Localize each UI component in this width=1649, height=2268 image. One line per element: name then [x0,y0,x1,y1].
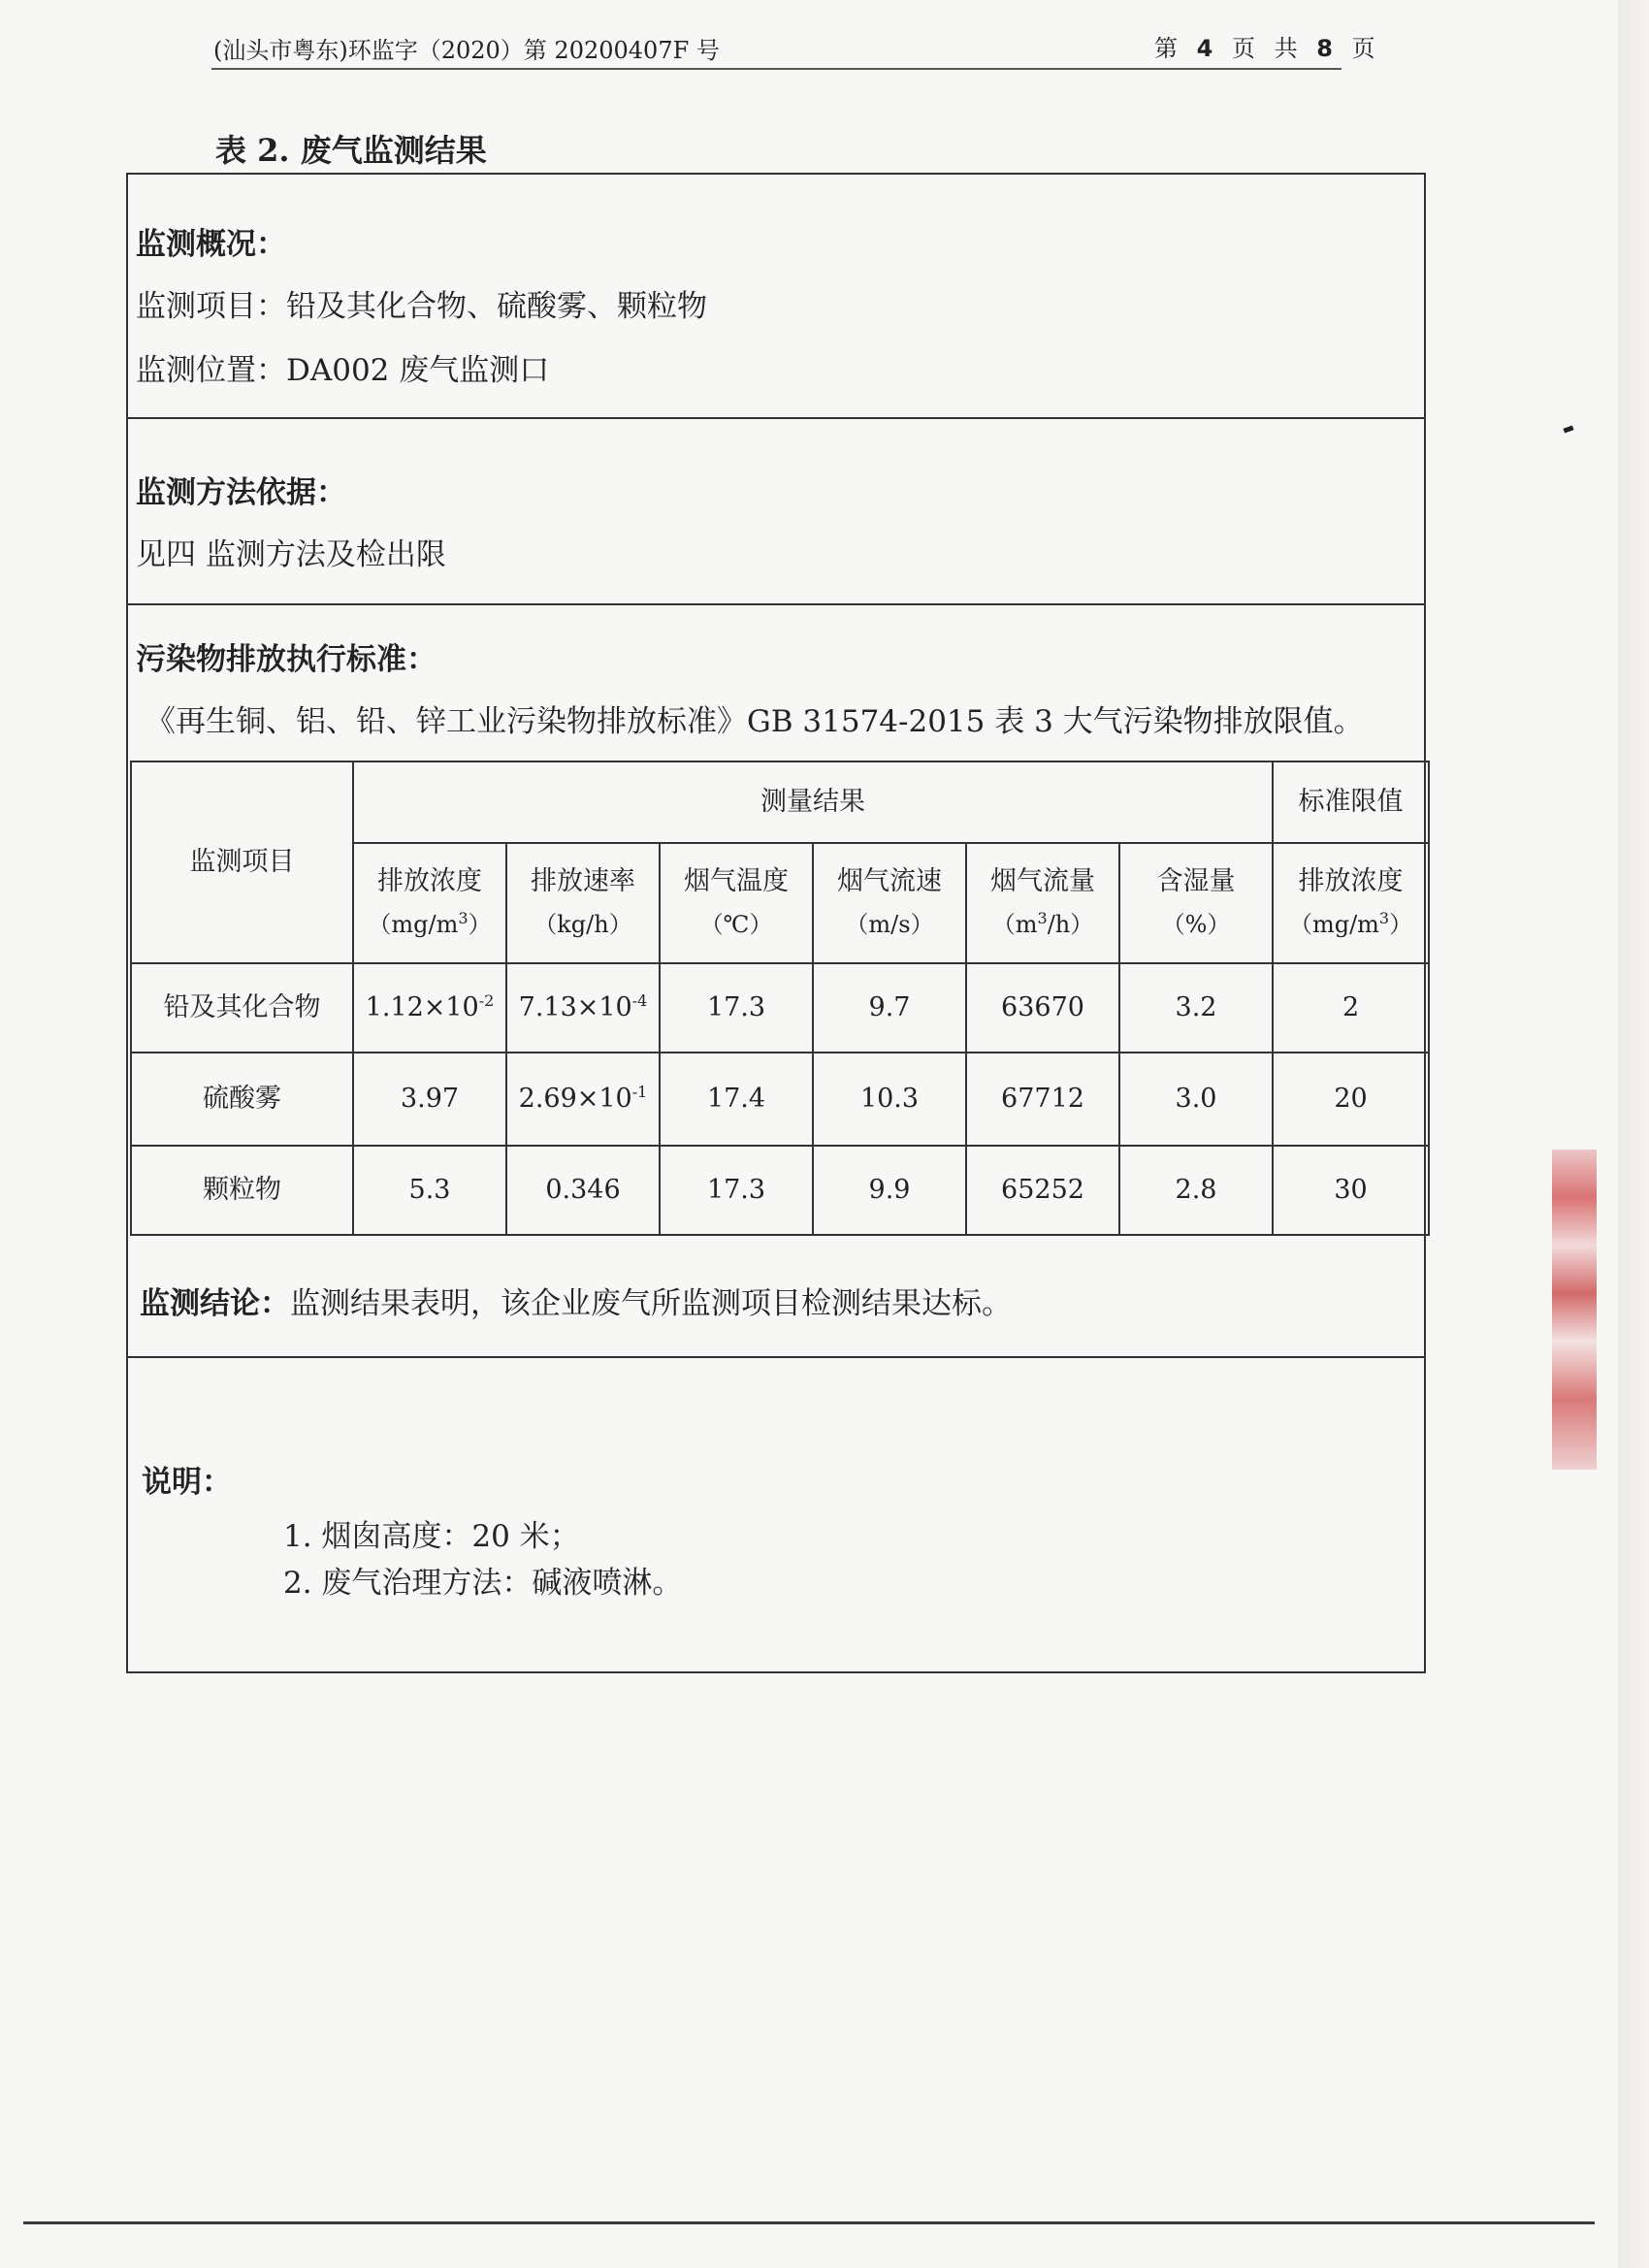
column-unit: （m/s） [845,911,934,938]
method-text: 见四 监测方法及检出限 [136,537,446,572]
page-current: 4 [1196,35,1219,62]
page-suffix: 页 [1351,35,1381,62]
cell-temperature: 17.3 [660,963,813,1053]
conclusion-text: 监测结果表明，该企业废气所监测项目检测结果达标。 [290,1286,1012,1321]
cell-concentration [353,1146,506,1235]
page-prefix: 第 [1154,35,1183,62]
cell-velocity: 9.9 [813,1146,966,1235]
column-unit: （kg/h） [534,911,632,938]
column-unit-sup: 3 [1037,909,1048,927]
cell-flow: 63670 [966,963,1119,1053]
cell-limit: 2 [1273,963,1429,1053]
method-heading: 监测方法依据： [136,475,346,510]
cell-moisture: 3.2 [1119,963,1273,1053]
cell-flow: 65252 [966,1146,1119,1235]
column-unit: （m [991,911,1038,938]
column-name: 烟气温度 [684,866,789,896]
cell-limit: 20 [1273,1053,1429,1146]
column-header [1119,843,1273,963]
exponent: -2 [478,991,495,1010]
note-item: 1. 烟囱高度：20 米； [283,1519,580,1554]
cell-moisture: 3.0 [1119,1053,1273,1146]
exponent: -1 [631,1083,648,1101]
cell-concentration [353,963,506,1053]
measure-header-cell [353,761,1273,843]
column-name: 含湿量 [1156,866,1236,896]
cell-rate [506,1053,660,1146]
cell-temperature: 17.4 [660,1053,813,1146]
row-item: 颗粒物 [131,1146,353,1235]
column-header [966,843,1119,963]
value: 3.97 [400,1084,460,1114]
notes-heading: 说明： [142,1465,232,1500]
standard-text: 《再生铜、铝、铅、锌工业污染物排放标准》GB 31574-2015 表 3 大气污染物排放限值。 [146,704,1364,739]
cell-velocity: 10.3 [813,1053,966,1146]
table-title: 表 2. 废气监测结果 [215,132,487,169]
cell-velocity: 9.7 [813,963,966,1053]
divider [126,603,1426,605]
overview-location: 监测位置：DA002 废气监测口 [136,353,550,388]
column-unit: （%） [1161,911,1231,938]
document-number: (汕头市粤东)环监字（2020）第 20200407F 号 [213,37,720,64]
item-header: 监测项目 [189,847,295,877]
column-header [353,843,506,963]
cell-rate [506,963,660,1053]
column-header [1273,843,1429,963]
row-item: 硫酸雾 [131,1053,353,1146]
exponent: -4 [631,991,648,1010]
cell-concentration [353,1053,506,1146]
limit-header: 标准限值 [1298,787,1404,817]
measure-header: 测量结果 [760,787,866,817]
cell-moisture: 2.8 [1119,1146,1273,1235]
value: 2.69×10 [518,1084,632,1114]
column-name: 烟气流量 [990,866,1095,896]
column-name: 排放速率 [531,866,635,896]
value: 7.13×10 [518,992,632,1022]
seal-stamp [1552,1150,1597,1470]
table-row [131,1053,1429,1146]
column-unit-post: ） [468,911,492,938]
results-table [130,761,1430,1236]
column-unit: （℃） [699,911,773,938]
row-item: 铅及其化合物 [131,963,353,1053]
divider [126,417,1426,419]
conclusion [140,1279,1012,1322]
overview-items: 监测项目：铅及其化合物、硫酸雾、颗粒物 [136,289,707,324]
limit-header-cell [1273,761,1429,843]
value: 1.12×10 [365,992,479,1022]
column-unit: （mg/m [368,911,459,938]
cell-flow: 67712 [966,1053,1119,1146]
cell-limit: 30 [1273,1146,1429,1235]
overview-heading: 监测概况： [136,227,286,262]
scan-bottom-edge [23,2221,1595,2224]
table-row [131,1146,1429,1235]
page-indicator [1154,29,1381,63]
table-row [131,963,1429,1053]
scan-speck [1563,425,1573,433]
cell-temperature: 17.3 [660,1146,813,1235]
item-header-cell [131,761,353,963]
column-unit-sup: 3 [1378,909,1390,927]
header-rule [211,68,1342,70]
scan-edge [1618,0,1649,2268]
column-unit-post: ） [1389,911,1413,938]
column-header [813,843,966,963]
value: 5.3 [408,1175,451,1205]
standard-heading: 污染物排放执行标准： [136,642,436,677]
page-total: 8 [1316,35,1339,62]
column-name: 烟气流速 [837,866,942,896]
column-name: 排放浓度 [1298,866,1404,896]
column-unit-post: /h） [1047,911,1094,938]
column-unit-sup: 3 [458,909,469,927]
column-unit: （mg/m [1288,911,1379,938]
column-name: 排放浓度 [377,866,482,896]
note-item: 2. 废气治理方法：碱液喷淋。 [283,1566,683,1601]
conclusion-label: 监测结论： [140,1286,290,1321]
value: 0.346 [545,1175,621,1205]
divider [126,1356,1426,1358]
cell-rate [506,1146,660,1235]
column-header [660,843,813,963]
column-header [506,843,660,963]
page-mid: 页 共 [1231,35,1304,62]
